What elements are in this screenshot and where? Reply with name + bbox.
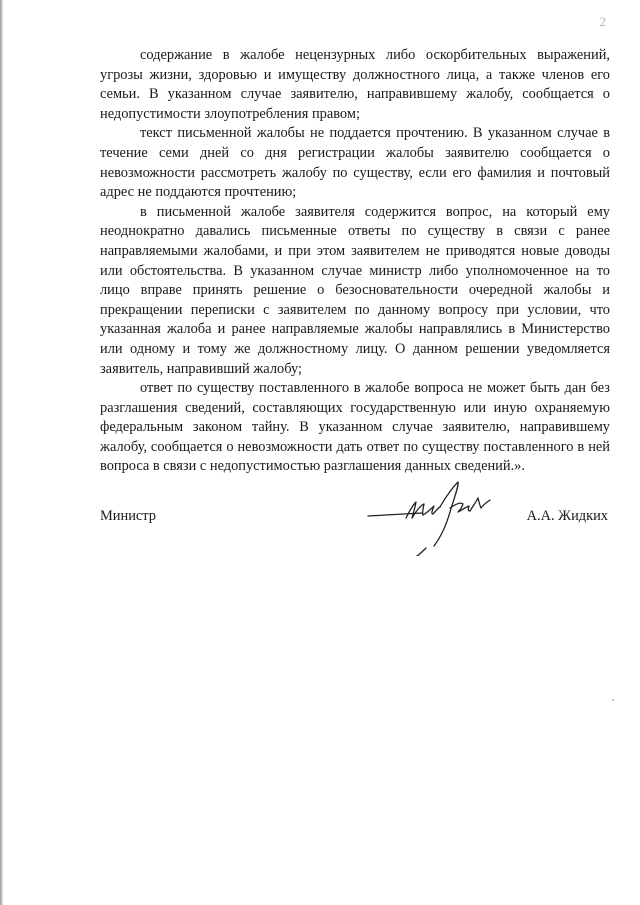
scan-edge	[0, 0, 3, 905]
page-number: 2	[599, 14, 606, 29]
signer-role: Министр	[100, 508, 156, 524]
handwritten-signature	[366, 478, 492, 556]
paragraph-unreadable-text: текст письменной жалобы не поддается прочтению. В указанном случае в течение семи дней со дня регистрации жалобы заявителю сообщается о невозможности рассмотреть жалобу по существу, если его фамилия и почтовый адрес не поддаются прочтению;	[100, 125, 610, 201]
document-body	[100, 46, 610, 477]
signer-name: А.А. Жидких	[526, 508, 608, 524]
paragraph-repeated-question: в письменной жалобе заявителя содержится вопрос, на который ему неоднократно давались письменные ответы по существу в связи с ранее направляемыми жалобами, и при этом заявителем не приводятся новые доводы или обстоятельства. В указанном случае министр либо уполномоченное на то лицо вправе принять решение о безосновательности очередной жалобы и прекращении переписки с заявителем по данному вопросу при условии, что указанная жалоба и ранее направляемые жалобы направлялись в Министерство или одному и тому же должностному лицу. О данном решении уведомляется заявитель, направивший жалобу;	[100, 203, 610, 377]
paragraph-state-secret: ответ по существу поставленного в жалобе вопроса не может быть дан без разглашения сведений, составляющих государственную или иную охраняемую федеральным законом тайну. В указанном случае заявителю, направившему жалобу, сообщается о невозможности дать ответ по существу поставленного в ней вопроса в связи с недопустимостью разглашения данных сведений.».	[100, 380, 610, 475]
signature-block	[100, 508, 610, 538]
scan-speck	[612, 699, 614, 701]
paragraph-obscene-content: содержание в жалобе нецензурных либо оскорбительных выражений, угрозы жизни, здоровью и имуществу должностного лица, а также членов его семьи. В указанном случае заявителю, направившему жалобу, сообщается о недопустимости злоупотребления правом;	[100, 47, 610, 122]
